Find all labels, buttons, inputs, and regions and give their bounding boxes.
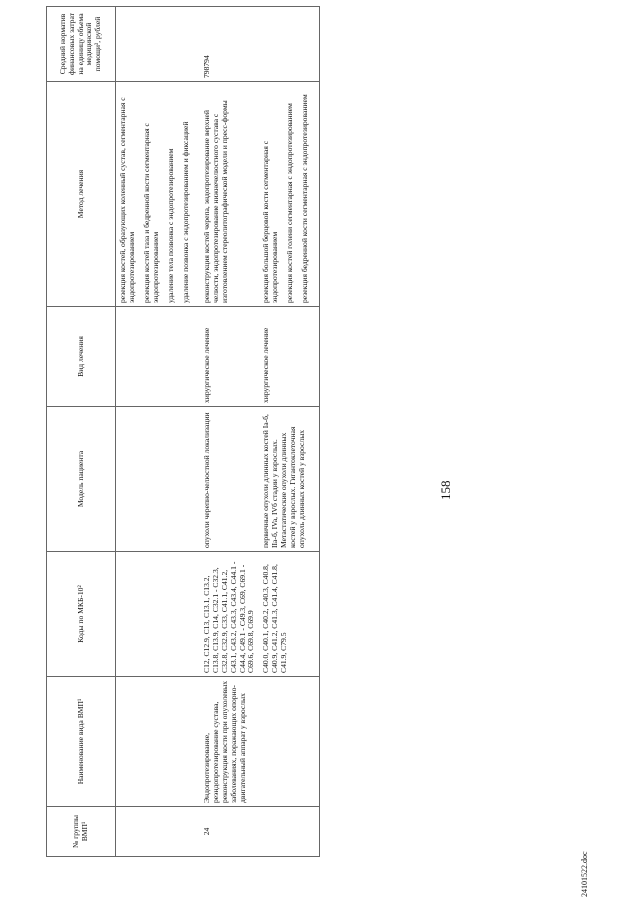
method-cell — [200, 82, 260, 307]
icd-codes: C12, C12.9, C13, C13.1, C13.2, C13.8, C13.9, C14, C32.1 - C32.3, C32.8, C32.9, C33, C41.1, C41.2, C43.1, C43.2, C43.3, C43.4, C44.1 - C44.4, C49.1 - C49.3, C69, C69.1 - C69.6, C69.8, C69.9 — [200, 552, 260, 677]
table-row — [200, 7, 260, 857]
method-item: резекция бедренной кости сегментарная с эндопротезированием — [300, 94, 310, 303]
table-row — [116, 7, 200, 857]
col-header-type: Вид лечения — [47, 307, 116, 407]
document-filename: 24101522.doc — [580, 851, 589, 897]
treatment-type: хирургическое лечение — [259, 307, 319, 407]
header-row — [47, 7, 116, 857]
group-number: 24 — [200, 807, 260, 857]
method-cell — [116, 82, 200, 307]
method-item: реконструкция костей черепа, эндопротезирование верхней челюсти, эндопротезирование нижнечелюстного сустава с изготовлением стереолитографической модели и пресс-формы — [201, 100, 229, 303]
col-header-cost: Средний норматив финансовых затрат на единицу объема медицинской помощи³, рублей — [47, 7, 116, 82]
table-row — [259, 7, 319, 857]
col-header-model: Модель пациента — [47, 407, 116, 552]
method-cell — [259, 82, 319, 307]
patient-model: опухоли черепно-челюстной локализации — [200, 407, 260, 552]
col-header-group: № группы ВМП¹ — [47, 807, 116, 857]
page-number: 158 — [438, 480, 453, 500]
col-header-name: Наименование вида ВМП¹ — [47, 677, 116, 807]
method-item: резекция костей, образующих коленный сустав, сегментарная с эндопротезированием — [118, 97, 136, 303]
vmp-name: Эндопротезирование, реэндопротезирование сустава, реконструкция кости при опухолевых заболеваниях, поражающих опорно-двигательный аппарат у взрослых — [200, 677, 260, 807]
col-header-method: Метод лечения — [47, 82, 116, 307]
patient-model: первичные опухоли длинных костей Ia-б, IIa-б, IVa, IVб стадии у взрослых. Метастатические опухоли длинных костей у взрослых. Гигантоклеточная опухоль длинных костей у взрослых — [259, 407, 319, 552]
vmp-table — [46, 6, 320, 857]
cost-value: 798794 — [200, 7, 260, 82]
method-item: резекция костей таза и бедренной кости сегментарная с эндопротезированием — [141, 123, 160, 303]
method-item: удаление позвонка с эндопротезированием и фиксацией — [180, 121, 190, 303]
treatment-type: хирургическое лечение — [200, 307, 260, 407]
method-item: резекция большой берцовой кости сегментарная с эндопротезированием — [261, 140, 280, 303]
icd-codes: C40.0, C40.1, C40.2, C40.3, C40.8, C40.9, C41.2, C41.3, C41.4, C41.8, C41.9, C79.5 — [259, 552, 319, 677]
method-item: удаление тела позвонка с эндопротезированием — [165, 148, 175, 303]
col-header-codes: Коды по МКБ-10² — [47, 552, 116, 677]
method-item: резекция костей голени сегментарная с эндопротезированием — [285, 103, 295, 303]
